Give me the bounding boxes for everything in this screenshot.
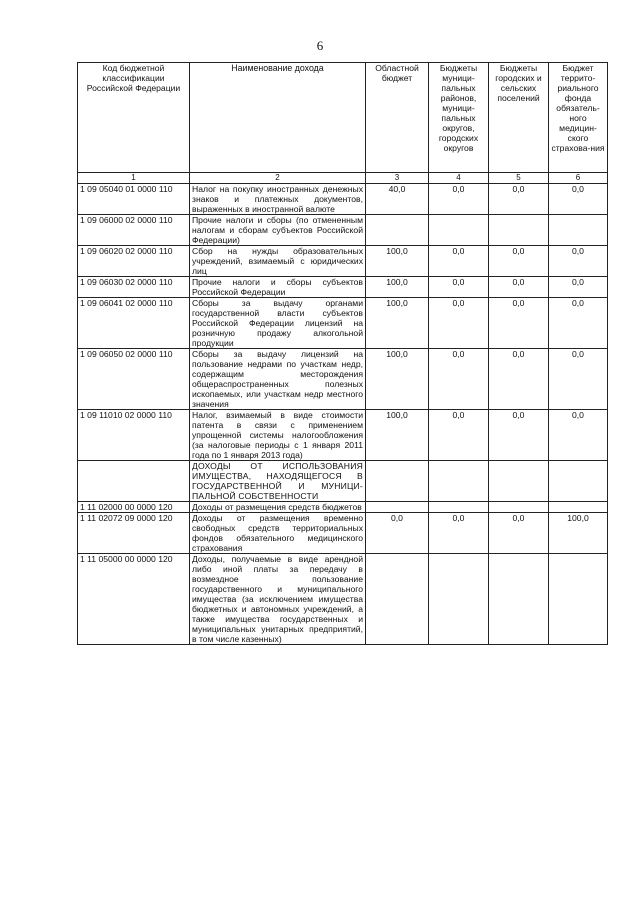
value-settlement xyxy=(489,215,549,246)
row-name: Сборы за выдачу лицензий на пользование недрами по участкам недр, содержащим месторождения общераспространенных полезных ископаемых, или участкам недр местного значения xyxy=(190,349,366,410)
row-code: 1 11 02072 09 0000 120 xyxy=(78,513,190,554)
value-municipal xyxy=(429,461,489,502)
table-row xyxy=(78,246,608,277)
table-row xyxy=(78,215,608,246)
value-insurance-fund: 0,0 xyxy=(549,184,608,215)
value-insurance-fund xyxy=(549,215,608,246)
row-code: 1 11 02000 00 0000 120 xyxy=(78,502,190,513)
value-insurance-fund xyxy=(549,461,608,502)
section-row xyxy=(78,461,608,502)
row-name: Сбор на нужды образовательных учреждений, взимаемый с юридических лиц xyxy=(190,246,366,277)
header-budget-code: Код бюджетной классификации Российской Федерации xyxy=(78,63,190,173)
row-name: Доходы от размещения средств бюджетов xyxy=(190,502,366,513)
table-row xyxy=(78,184,608,215)
value-settlement: 0,0 xyxy=(489,184,549,215)
row-code: 1 09 06041 02 0000 110 xyxy=(78,298,190,349)
table-row xyxy=(78,410,608,461)
column-number: 4 xyxy=(429,173,489,184)
header-revenue-name: Наименование дохода xyxy=(190,63,366,173)
value-regional xyxy=(366,461,429,502)
row-code: 1 09 06020 02 0000 110 xyxy=(78,246,190,277)
row-code: 1 09 11010 02 0000 110 xyxy=(78,410,190,461)
value-insurance-fund xyxy=(549,502,608,513)
value-settlement xyxy=(489,502,549,513)
header-municipal-budgets: Бюджеты муници-пальных районов, муници-пальных округов, городских округов xyxy=(429,63,489,173)
budget-revenue-table xyxy=(77,62,608,645)
table-row xyxy=(78,554,608,645)
value-municipal: 0,0 xyxy=(429,184,489,215)
value-regional: 100,0 xyxy=(366,298,429,349)
value-regional: 100,0 xyxy=(366,410,429,461)
page-number: 6 xyxy=(316,38,324,53)
table-row xyxy=(78,513,608,554)
table-row xyxy=(78,298,608,349)
column-number: 3 xyxy=(366,173,429,184)
row-code xyxy=(78,461,190,502)
column-number: 5 xyxy=(489,173,549,184)
row-name: Доходы, получаемые в виде арендной либо иной платы за передачу в возмездное пользование государственного и муниципального имущества (за исключением имущества бюджетных и автономных учреждений, а также имущества государственных и муниципальных унитарных предприятий, в том числе казенных) xyxy=(190,554,366,645)
header-regional-budget: Областной бюджет xyxy=(366,63,429,173)
row-code: 1 09 06050 02 0000 110 xyxy=(78,349,190,410)
header-medical-insurance-fund: Бюджет террито-риального фонда обязатель-ного медицин-ского страхова-ния xyxy=(549,63,608,173)
row-name: Налог, взимаемый в виде стоимости патента в связи с применением упрощенной системы налогообложения (за налоговые периоды с 1 января 2011 года по 1 января 2013 года) xyxy=(190,410,366,461)
column-number: 6 xyxy=(549,173,608,184)
row-name: Прочие налоги и сборы (по отмененным налогам и сборам субъектов Российской Федерации) xyxy=(190,215,366,246)
value-settlement xyxy=(489,554,549,645)
value-regional: 100,0 xyxy=(366,246,429,277)
value-regional: 100,0 xyxy=(366,277,429,298)
column-number-row xyxy=(78,173,608,184)
value-insurance-fund: 0,0 xyxy=(549,349,608,410)
header-settlement-budgets: Бюджеты городских и сельских поселений xyxy=(489,63,549,173)
table-row xyxy=(78,277,608,298)
row-code: 1 09 05040 01 0000 110 xyxy=(78,184,190,215)
row-code: 1 09 06000 02 0000 110 xyxy=(78,215,190,246)
value-regional xyxy=(366,502,429,513)
value-regional: 40,0 xyxy=(366,184,429,215)
value-settlement: 0,0 xyxy=(489,410,549,461)
row-name: Прочие налоги и сборы субъектов Российской Федерации xyxy=(190,277,366,298)
value-municipal: 0,0 xyxy=(429,349,489,410)
value-insurance-fund: 100,0 xyxy=(549,513,608,554)
value-insurance-fund: 0,0 xyxy=(549,410,608,461)
value-municipal: 0,0 xyxy=(429,277,489,298)
value-regional xyxy=(366,554,429,645)
value-regional: 100,0 xyxy=(366,349,429,410)
value-insurance-fund: 0,0 xyxy=(549,298,608,349)
row-name: Доходы от размещения временно свободных средств территориальных фондов обязательного медицинского страхования xyxy=(190,513,366,554)
column-number: 2 xyxy=(190,173,366,184)
value-regional: 0,0 xyxy=(366,513,429,554)
value-municipal: 0,0 xyxy=(429,246,489,277)
value-municipal xyxy=(429,215,489,246)
section-heading: ДОХОДЫ ОТ ИСПОЛЬЗОВАНИЯ ИМУЩЕСТВА, НАХОДЯЩЕГОСЯ В ГОСУДАРСТВЕННОЙ И МУНИЦИ-ПАЛЬНОЙ СОБСТВЕННОСТИ xyxy=(190,461,366,502)
value-insurance-fund: 0,0 xyxy=(549,277,608,298)
value-settlement: 0,0 xyxy=(489,298,549,349)
value-settlement xyxy=(489,461,549,502)
value-insurance-fund xyxy=(549,554,608,645)
value-settlement: 0,0 xyxy=(489,349,549,410)
value-municipal: 0,0 xyxy=(429,513,489,554)
row-code: 1 11 05000 00 0000 120 xyxy=(78,554,190,645)
value-municipal xyxy=(429,554,489,645)
table-row xyxy=(78,502,608,513)
value-settlement: 0,0 xyxy=(489,246,549,277)
table-header-row xyxy=(78,63,608,173)
column-number: 1 xyxy=(78,173,190,184)
row-code: 1 09 06030 02 0000 110 xyxy=(78,277,190,298)
value-insurance-fund: 0,0 xyxy=(549,246,608,277)
value-settlement: 0,0 xyxy=(489,513,549,554)
row-name: Сборы за выдачу органами государственной власти субъектов Российской Федерации лицензий на розничную продажу алкогольной продукции xyxy=(190,298,366,349)
table-row xyxy=(78,349,608,410)
value-municipal: 0,0 xyxy=(429,410,489,461)
value-settlement: 0,0 xyxy=(489,277,549,298)
row-name: Налог на покупку иностранных денежных знаков и платежных документов, выраженных в иностранной валюте xyxy=(190,184,366,215)
value-municipal xyxy=(429,502,489,513)
value-municipal: 0,0 xyxy=(429,298,489,349)
value-regional xyxy=(366,215,429,246)
